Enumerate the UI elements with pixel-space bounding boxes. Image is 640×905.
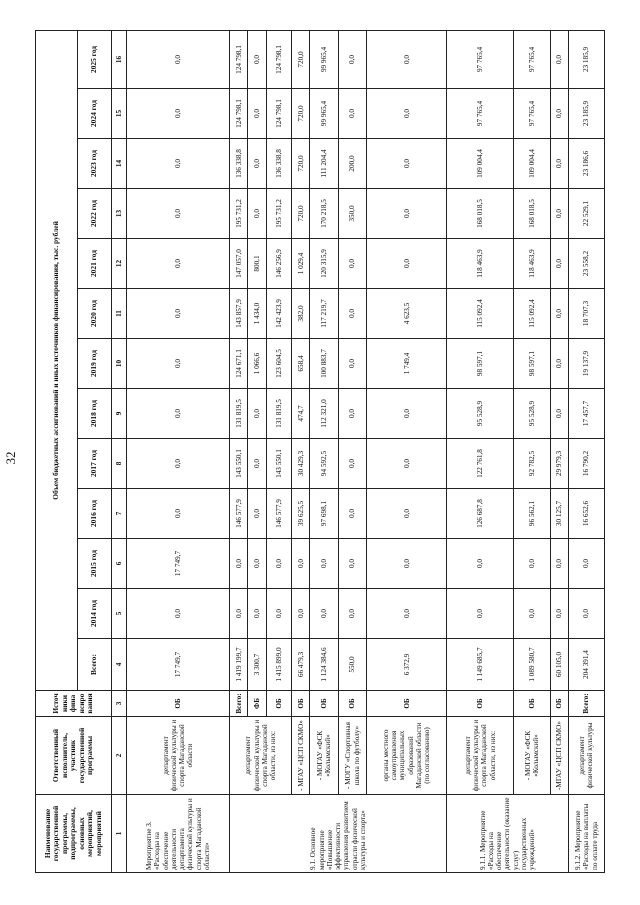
row-year-value: 0,0 — [550, 239, 568, 289]
row-year-value: 0,0 — [338, 289, 366, 339]
row-year-value: 350,0 — [338, 189, 366, 239]
row-responsible: департамент физической культуры и спорта Магаданской области — [127, 717, 230, 795]
row-year-value: 0,0 — [248, 189, 266, 239]
row-total: 60 105,0 — [550, 639, 568, 691]
row-year-value: 0,0 — [292, 539, 310, 589]
row-year-value: 18 707,3 — [568, 289, 604, 339]
column-number: 16 — [112, 30, 127, 88]
row-year-value: 97 765,4 — [447, 89, 514, 139]
row-year-value: 0,0 — [447, 539, 514, 589]
row-year-value: 23 558,2 — [568, 239, 604, 289]
row-year-value: 0,0 — [338, 539, 366, 589]
header-year: 2018 год — [78, 389, 112, 439]
row-year-value: 115 092,4 — [447, 289, 514, 339]
row-year-value: 0,0 — [550, 189, 568, 239]
column-number: 6 — [112, 539, 127, 589]
row-year-value: 120 315,9 — [310, 239, 338, 289]
row-year-value: 124 798,1 — [230, 30, 248, 88]
row-year-value: 0,0 — [127, 389, 230, 439]
column-number: 12 — [112, 239, 127, 289]
row-year-value: 0,0 — [127, 489, 230, 539]
header-source: Источники финансирования — [36, 691, 112, 717]
row-year-value: 195 731,2 — [230, 189, 248, 239]
row-year-value: 143 550,1 — [266, 439, 292, 489]
row-year-value: 0,0 — [338, 30, 366, 88]
row-year-value: 143 857,9 — [230, 289, 248, 339]
row-year-value: 720,0 — [292, 189, 310, 239]
column-number: 11 — [112, 289, 127, 339]
row-year-value: 30 429,3 — [292, 439, 310, 489]
row-year-value: 126 687,8 — [447, 489, 514, 539]
row-year-value: 30 125,7 — [550, 489, 568, 539]
row-year-value: 382,0 — [292, 289, 310, 339]
row-year-value: 0,0 — [248, 439, 266, 489]
row-total: 1 149 685,7 — [447, 639, 514, 691]
row-year-value: 98 597,1 — [514, 339, 550, 389]
row-year-value: 0,0 — [514, 589, 550, 639]
table-row — [338, 30, 366, 872]
header-year: 2021 год — [78, 239, 112, 289]
row-year-value: 168 018,5 — [447, 189, 514, 239]
row-year-value: 0,0 — [550, 289, 568, 339]
row-year-value: 1 066,6 — [248, 339, 266, 389]
row-year-value: 111 204,4 — [310, 139, 338, 189]
row-year-value: 0,0 — [550, 339, 568, 389]
row-total: 3 300,7 — [248, 639, 266, 691]
row-name: 9.1.1. Мероприятие «Расходы на обеспечение деятельности (оказание услуг) государственных учреждений» — [447, 795, 568, 873]
row-source: ОБ — [338, 691, 366, 717]
row-year-value: 0,0 — [310, 589, 338, 639]
row-year-value: 99 965,4 — [310, 89, 338, 139]
row-year-value: 0,0 — [338, 389, 366, 439]
row-year-value: 0,0 — [367, 239, 447, 289]
row-total: 1 419 199,7 — [230, 639, 248, 691]
header-responsible: Ответственный исполнитель, участник государственной программы — [36, 717, 112, 795]
row-total: 17 749,7 — [127, 639, 230, 691]
row-year-value: 0,0 — [447, 589, 514, 639]
row-year-value: 112 321,0 — [310, 389, 338, 439]
row-year-value: 29 979,3 — [550, 439, 568, 489]
row-year-value: 0,0 — [230, 539, 248, 589]
header-year: 2014 год — [78, 589, 112, 639]
row-year-value: 146 577,9 — [266, 489, 292, 539]
row-year-value: 170 218,5 — [310, 189, 338, 239]
row-year-value: 97 765,4 — [514, 30, 550, 88]
row-year-value: 131 819,5 — [266, 389, 292, 439]
table-row — [514, 30, 550, 872]
row-responsible: -МГАУ «ЦСП СКМО» — [550, 717, 568, 795]
header-year: 2025 год — [78, 30, 112, 88]
row-year-value: 17 457,7 — [568, 389, 604, 439]
row-year-value: 0,0 — [127, 289, 230, 339]
row-year-value: 117 219,7 — [310, 289, 338, 339]
row-total: 1 415 899,0 — [266, 639, 292, 691]
row-year-value: 22 529,1 — [568, 189, 604, 239]
row-source: ОБ — [367, 691, 447, 717]
row-year-value: 0,0 — [266, 539, 292, 589]
column-number: 1 — [112, 795, 127, 873]
row-year-value: 0,0 — [367, 589, 447, 639]
header-year: 2015 год — [78, 539, 112, 589]
row-year-value: 122 761,8 — [447, 439, 514, 489]
row-name: Мероприятие 3. «Расходы на обеспечение деятельности департамента физической культуры и спорта Магаданской области» — [127, 795, 230, 873]
row-year-value: 95 528,9 — [514, 389, 550, 439]
row-year-value: 0,0 — [550, 389, 568, 439]
row-year-value: 146 577,9 — [230, 489, 248, 539]
row-year-value: 0,0 — [550, 589, 568, 639]
row-year-value: 97 765,4 — [447, 30, 514, 88]
row-year-value: 146 256,9 — [266, 239, 292, 289]
row-year-value: 109 004,4 — [514, 139, 550, 189]
table-row — [367, 30, 447, 872]
row-source: ФБ — [248, 691, 266, 717]
row-year-value: 1 749,4 — [367, 339, 447, 389]
row-year-value: 720,0 — [292, 89, 310, 139]
table-body — [127, 30, 605, 872]
row-year-value: 0,0 — [550, 139, 568, 189]
header-total: Всего: — [78, 639, 112, 691]
row-responsible: органы местного самоуправления муниципальных образований Магаданской области (по согласованию) — [367, 717, 447, 795]
row-year-value: 200,0 — [338, 139, 366, 189]
row-source: ОБ — [550, 691, 568, 717]
row-year-value: 0,0 — [248, 139, 266, 189]
row-year-value: 0,0 — [127, 189, 230, 239]
row-year-value: 720,0 — [292, 30, 310, 88]
row-year-value: 124 798,1 — [266, 89, 292, 139]
row-year-value: 168 018,5 — [514, 189, 550, 239]
row-year-value: 109 004,4 — [447, 139, 514, 189]
table-row — [568, 30, 604, 872]
row-year-value: 1 029,4 — [292, 239, 310, 289]
row-responsible: департамент физической культуры и спорта Магаданской области, из них: — [230, 717, 292, 795]
row-year-value: 0,0 — [367, 489, 447, 539]
row-year-value: 23 186,6 — [568, 139, 604, 189]
row-year-value: 0,0 — [367, 89, 447, 139]
header-year: 2023 год — [78, 139, 112, 189]
column-number: 3 — [112, 691, 127, 717]
row-year-value: 124 798,1 — [266, 30, 292, 88]
row-responsible: - МОГАУ «ФСК «Колымский» — [310, 717, 338, 795]
row-year-value: 124 798,1 — [230, 89, 248, 139]
row-year-value: 0,0 — [550, 30, 568, 88]
header-year: 2020 год — [78, 289, 112, 339]
row-year-value: 16 652,6 — [568, 489, 604, 539]
row-total: 1 124 384,6 — [310, 639, 338, 691]
table-row — [127, 30, 230, 872]
row-year-value: 131 819,5 — [230, 389, 248, 439]
row-year-value: 0,0 — [127, 239, 230, 289]
row-year-value: 19 137,9 — [568, 339, 604, 389]
row-year-value: 0,0 — [248, 389, 266, 439]
table-row — [310, 30, 338, 872]
column-number: 10 — [112, 339, 127, 389]
rotated-table-container — [35, 31, 605, 873]
row-year-value: 4 623,5 — [367, 289, 447, 339]
table-row — [447, 30, 514, 872]
row-source: ОБ — [447, 691, 514, 717]
row-year-value: 0,0 — [127, 139, 230, 189]
row-responsible: департамент физической культуры — [568, 717, 604, 795]
header-year: 2017 год — [78, 439, 112, 489]
column-number-row — [112, 30, 127, 872]
row-year-value: 0,0 — [550, 539, 568, 589]
row-year-value: 97 765,4 — [514, 89, 550, 139]
row-year-value: 95 528,9 — [447, 389, 514, 439]
row-year-value: 0,0 — [292, 589, 310, 639]
row-total: 1 089 580,7 — [514, 639, 550, 691]
row-responsible: - МОГУ «Спортивная школа по футболу» — [338, 717, 366, 795]
row-year-value: 16 790,2 — [568, 439, 604, 489]
column-number: 8 — [112, 439, 127, 489]
row-source: ОБ — [266, 691, 292, 717]
row-year-value: 0,0 — [338, 589, 366, 639]
row-year-value: 123 604,5 — [266, 339, 292, 389]
header-volume: Объем бюджетных ассигнований и иных источников финансирования, тыс. рублей — [36, 30, 78, 690]
row-year-value: 0,0 — [127, 589, 230, 639]
page-number: 32 — [3, 451, 18, 465]
row-responsible: - МГАУ «ЦСП СКМО» — [292, 717, 310, 795]
row-year-value: 136 338,8 — [266, 139, 292, 189]
header-year: 2024 год — [78, 89, 112, 139]
row-year-value: 17 749,7 — [127, 539, 230, 589]
row-year-value: 0,0 — [367, 30, 447, 88]
column-number: 14 — [112, 139, 127, 189]
column-number: 5 — [112, 589, 127, 639]
row-total: 204 391,4 — [568, 639, 604, 691]
row-name: 9.1.2. Мероприятие «Расходы на выплаты по оплате труда — [568, 795, 604, 873]
row-year-value: 99 965,4 — [310, 30, 338, 88]
row-source: ОБ — [127, 691, 230, 717]
row-year-value: 98 597,1 — [447, 339, 514, 389]
row-year-value: 39 625,5 — [292, 489, 310, 539]
column-number: 9 — [112, 389, 127, 439]
row-total: 6 372,9 — [367, 639, 447, 691]
row-year-value: 115 092,4 — [514, 289, 550, 339]
row-year-value: 474,7 — [292, 389, 310, 439]
row-source: Всего: — [230, 691, 248, 717]
row-year-value: 0,0 — [338, 339, 366, 389]
table-row — [550, 30, 568, 872]
row-year-value: 136 338,8 — [230, 139, 248, 189]
row-year-value: 0,0 — [338, 239, 366, 289]
row-year-value: 0,0 — [127, 439, 230, 489]
row-year-value: 0,0 — [550, 89, 568, 139]
row-year-value: 118 463,9 — [447, 239, 514, 289]
row-year-value: 118 463,9 — [514, 239, 550, 289]
column-number: 13 — [112, 189, 127, 239]
row-responsible: департамент физической культуры и спорта Магаданской области, из них: — [447, 717, 514, 795]
row-year-value: 0,0 — [367, 139, 447, 189]
row-year-value: 92 782,5 — [514, 439, 550, 489]
row-year-value: 0,0 — [310, 539, 338, 589]
row-year-value: 0,0 — [248, 489, 266, 539]
row-year-value: 0,0 — [248, 589, 266, 639]
row-source: ОБ — [514, 691, 550, 717]
row-year-value: 0,0 — [568, 539, 604, 589]
column-number: 4 — [112, 639, 127, 691]
row-total: 66 479,3 — [292, 639, 310, 691]
row-year-value: 0,0 — [367, 389, 447, 439]
row-year-value: 23 185,9 — [568, 89, 604, 139]
table-row — [230, 30, 248, 872]
row-year-value: 96 562,1 — [514, 489, 550, 539]
row-year-value: 720,0 — [292, 139, 310, 189]
header-name: Наименование государственной программы, подпрограммы, основных мероприятий, мероприятий — [36, 795, 112, 873]
row-year-value: 0,0 — [338, 489, 366, 539]
header-year: 2022 год — [78, 189, 112, 239]
row-year-value: 124 671,1 — [230, 339, 248, 389]
column-number: 7 — [112, 489, 127, 539]
budget-table — [35, 30, 605, 873]
row-responsible: - МОГАУ «ФСК «Колымский» — [514, 717, 550, 795]
table-row — [292, 30, 310, 872]
row-year-value: 0,0 — [248, 539, 266, 589]
column-number: 2 — [112, 717, 127, 795]
row-year-value: 0,0 — [338, 439, 366, 489]
row-year-value: 0,0 — [367, 439, 447, 489]
header-year: 2019 год — [78, 339, 112, 389]
row-year-value: 23 185,9 — [568, 30, 604, 88]
row-year-value: 147 057,0 — [230, 239, 248, 289]
column-number: 15 — [112, 89, 127, 139]
row-year-value: 142 423,9 — [266, 289, 292, 339]
row-source: ОБ — [310, 691, 338, 717]
row-year-value: 0,0 — [338, 89, 366, 139]
row-year-value: 0,0 — [127, 89, 230, 139]
row-source: ОБ — [292, 691, 310, 717]
row-year-value: 0,0 — [367, 189, 447, 239]
row-year-value: 800,1 — [248, 239, 266, 289]
row-year-value: 0,0 — [248, 89, 266, 139]
header-year: 2016 год — [78, 489, 112, 539]
row-source: Всего: — [568, 691, 604, 717]
row-year-value: 195 731,2 — [266, 189, 292, 239]
row-year-value: 143 550,1 — [230, 439, 248, 489]
row-year-value: 0,0 — [248, 30, 266, 88]
row-year-value: 0,0 — [514, 539, 550, 589]
row-year-value: 1 434,0 — [248, 289, 266, 339]
row-year-value: 94 592,5 — [310, 439, 338, 489]
row-year-value: 0,0 — [230, 589, 248, 639]
row-name: 9.1. Основное мероприятие «Повышение эффективности управления развитием отрасли физической культуры и спорта» — [230, 795, 447, 873]
row-year-value: 0,0 — [127, 30, 230, 88]
row-year-value: 0,0 — [266, 589, 292, 639]
row-year-value: 658,4 — [292, 339, 310, 389]
row-year-value: 0,0 — [568, 589, 604, 639]
row-year-value: 100 883,7 — [310, 339, 338, 389]
row-year-value: 0,0 — [127, 339, 230, 389]
row-year-value: 0,0 — [367, 539, 447, 589]
row-year-value: 97 698,1 — [310, 489, 338, 539]
row-total: 550,0 — [338, 639, 366, 691]
